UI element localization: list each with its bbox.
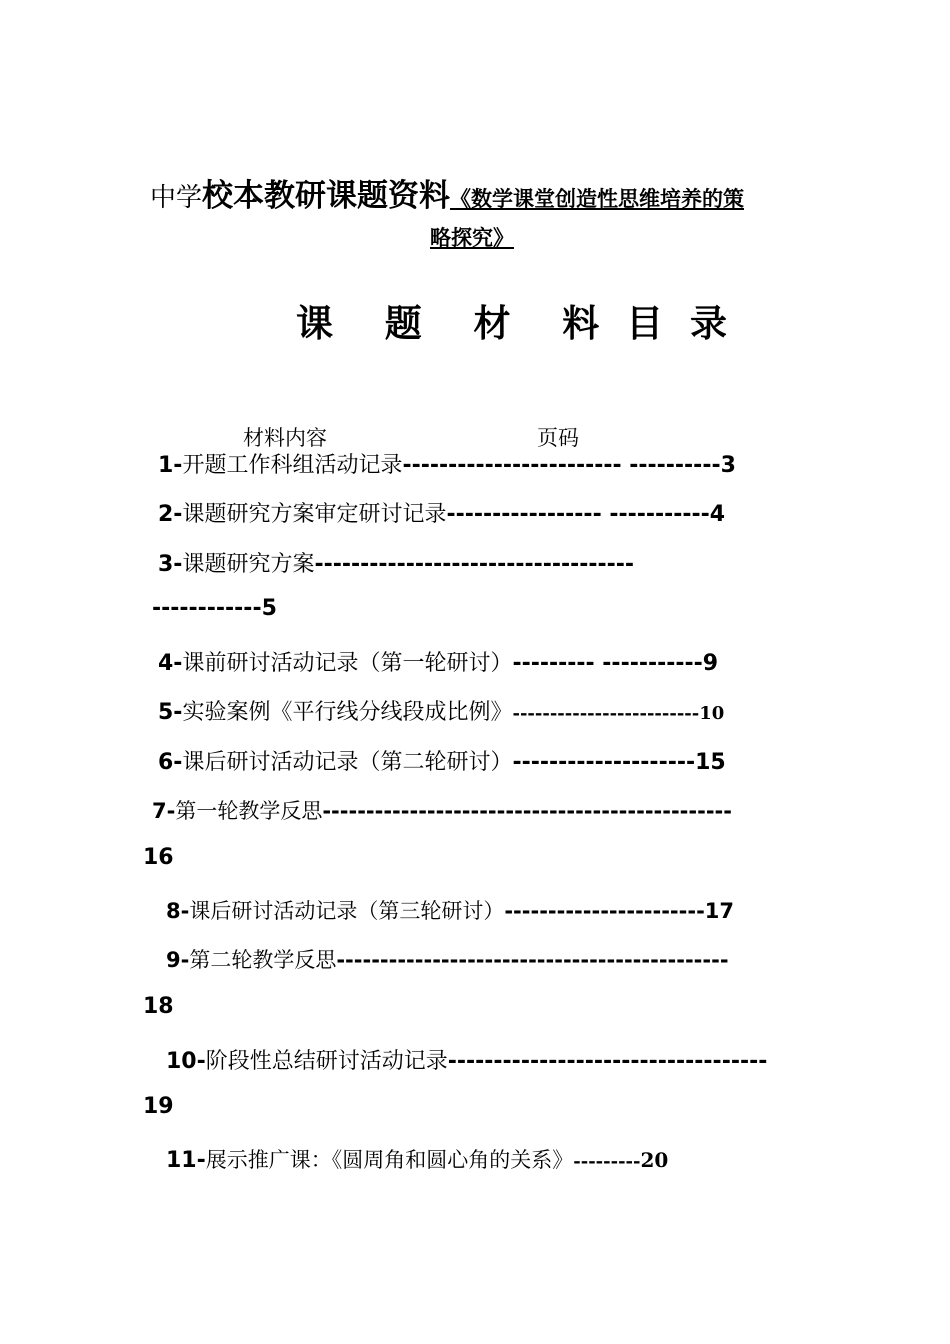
title-subtitle-part1: 《数学课堂创造性思维培养的策: [450, 187, 745, 211]
toc-entry-page: 4: [709, 502, 726, 527]
toc-entry-leader: -----------------------: [504, 899, 705, 923]
toc-entry-page: 20: [640, 1148, 669, 1172]
toc-entry: [158, 448, 736, 479]
toc-entry-page: 3: [720, 453, 736, 478]
toc-entry-page: 17: [704, 899, 735, 923]
toc-entry-title: 课后研讨活动记录（第三轮研讨）: [189, 899, 505, 923]
document-title: [150, 170, 744, 215]
toc-entry-number: 6-: [158, 750, 183, 775]
column-header-content: 材料内容: [243, 426, 327, 450]
toc-entry: [166, 895, 734, 925]
toc-entry: [158, 745, 726, 776]
toc-entry-leader: ------------------------ ----------: [402, 453, 721, 478]
toc-entry-number: 2-: [158, 502, 183, 527]
toc-entry-page: 10: [699, 703, 725, 724]
toc-entry-leader: --------- -----------: [512, 651, 703, 676]
toc-entry-leader: -----------------------------------: [447, 1049, 768, 1074]
toc-entry-number: 9-: [166, 948, 190, 972]
toc-entry-number: 8-: [166, 899, 190, 923]
toc-entry-title: 课题研究方案: [182, 552, 315, 577]
toc-entry-number: 5-: [158, 700, 183, 725]
toc-entry-title: 开题工作科组活动记录: [182, 453, 403, 478]
toc-entry-number: 3-: [158, 552, 183, 577]
toc-entry-continuation: [143, 845, 174, 870]
toc-heading: 课 题 材 料 目 录: [296, 302, 730, 345]
toc-entry-title: 展示推广课：《圆周角和圆心角的关系》: [205, 1148, 574, 1172]
toc-entry-leader: ---------: [573, 1151, 641, 1172]
toc-entry: [166, 944, 729, 974]
toc-entry: [158, 646, 718, 677]
toc-entry-leader: -----------------------------------: [314, 552, 635, 577]
toc-entry-page: 15: [695, 750, 726, 775]
toc-entry-title: 课后研讨活动记录（第二轮研讨）: [182, 750, 513, 775]
toc-entry-continuation: [143, 994, 174, 1019]
toc-entry: [152, 795, 732, 825]
toc-entry-number: 11-: [166, 1148, 206, 1173]
toc-entry-title: 实验案例《平行线分线段成比例》: [182, 700, 513, 725]
toc-entry-leader: ---------------------------------------------: [336, 948, 729, 972]
toc-entry-leader: -----------------------------------------------: [322, 799, 732, 823]
toc-entry-leader: --------------------: [512, 750, 696, 775]
toc-entry: [166, 1044, 767, 1075]
toc-entry-title: 阶段性总结研讨活动记录: [205, 1049, 448, 1074]
toc-entry-number: 4-: [158, 651, 183, 676]
title-subtitle-part2: 略探究》: [430, 226, 514, 250]
toc-entry-number: 7-: [152, 799, 176, 823]
toc-entry-continuation: [143, 1094, 174, 1119]
toc-entry: [166, 1144, 668, 1174]
toc-entry-page: 18: [143, 994, 174, 1019]
toc-entry-leader: -------------------------: [512, 703, 700, 724]
toc-entry-page: 16: [143, 845, 174, 870]
toc-entry-title: 课题研究方案审定研讨记录: [182, 502, 447, 527]
title-prefix: 中学: [150, 183, 203, 213]
title-main: 校本教研课题资料: [202, 178, 451, 214]
toc-entry-leader: ------------: [152, 596, 262, 621]
toc-entry-page: 5: [261, 596, 277, 621]
toc-entry-title: 课前研讨活动记录（第一轮研讨）: [182, 651, 513, 676]
toc-entry-continuation: [152, 596, 277, 621]
toc-entry-number: 10-: [166, 1049, 206, 1074]
toc-entry-leader: ----------------- -----------: [446, 502, 710, 527]
toc-entry-title: 第一轮教学反思: [175, 799, 323, 823]
toc-entry: [158, 547, 634, 578]
toc-entry-number: 1-: [158, 453, 183, 478]
toc-entry-page: 19: [143, 1094, 174, 1119]
toc-entry-page: 9: [702, 651, 719, 676]
toc-entry-title: 第二轮教学反思: [189, 948, 337, 972]
toc-entry: [158, 497, 725, 528]
column-header-page: 页码: [537, 426, 579, 450]
toc-entry: [158, 695, 724, 726]
